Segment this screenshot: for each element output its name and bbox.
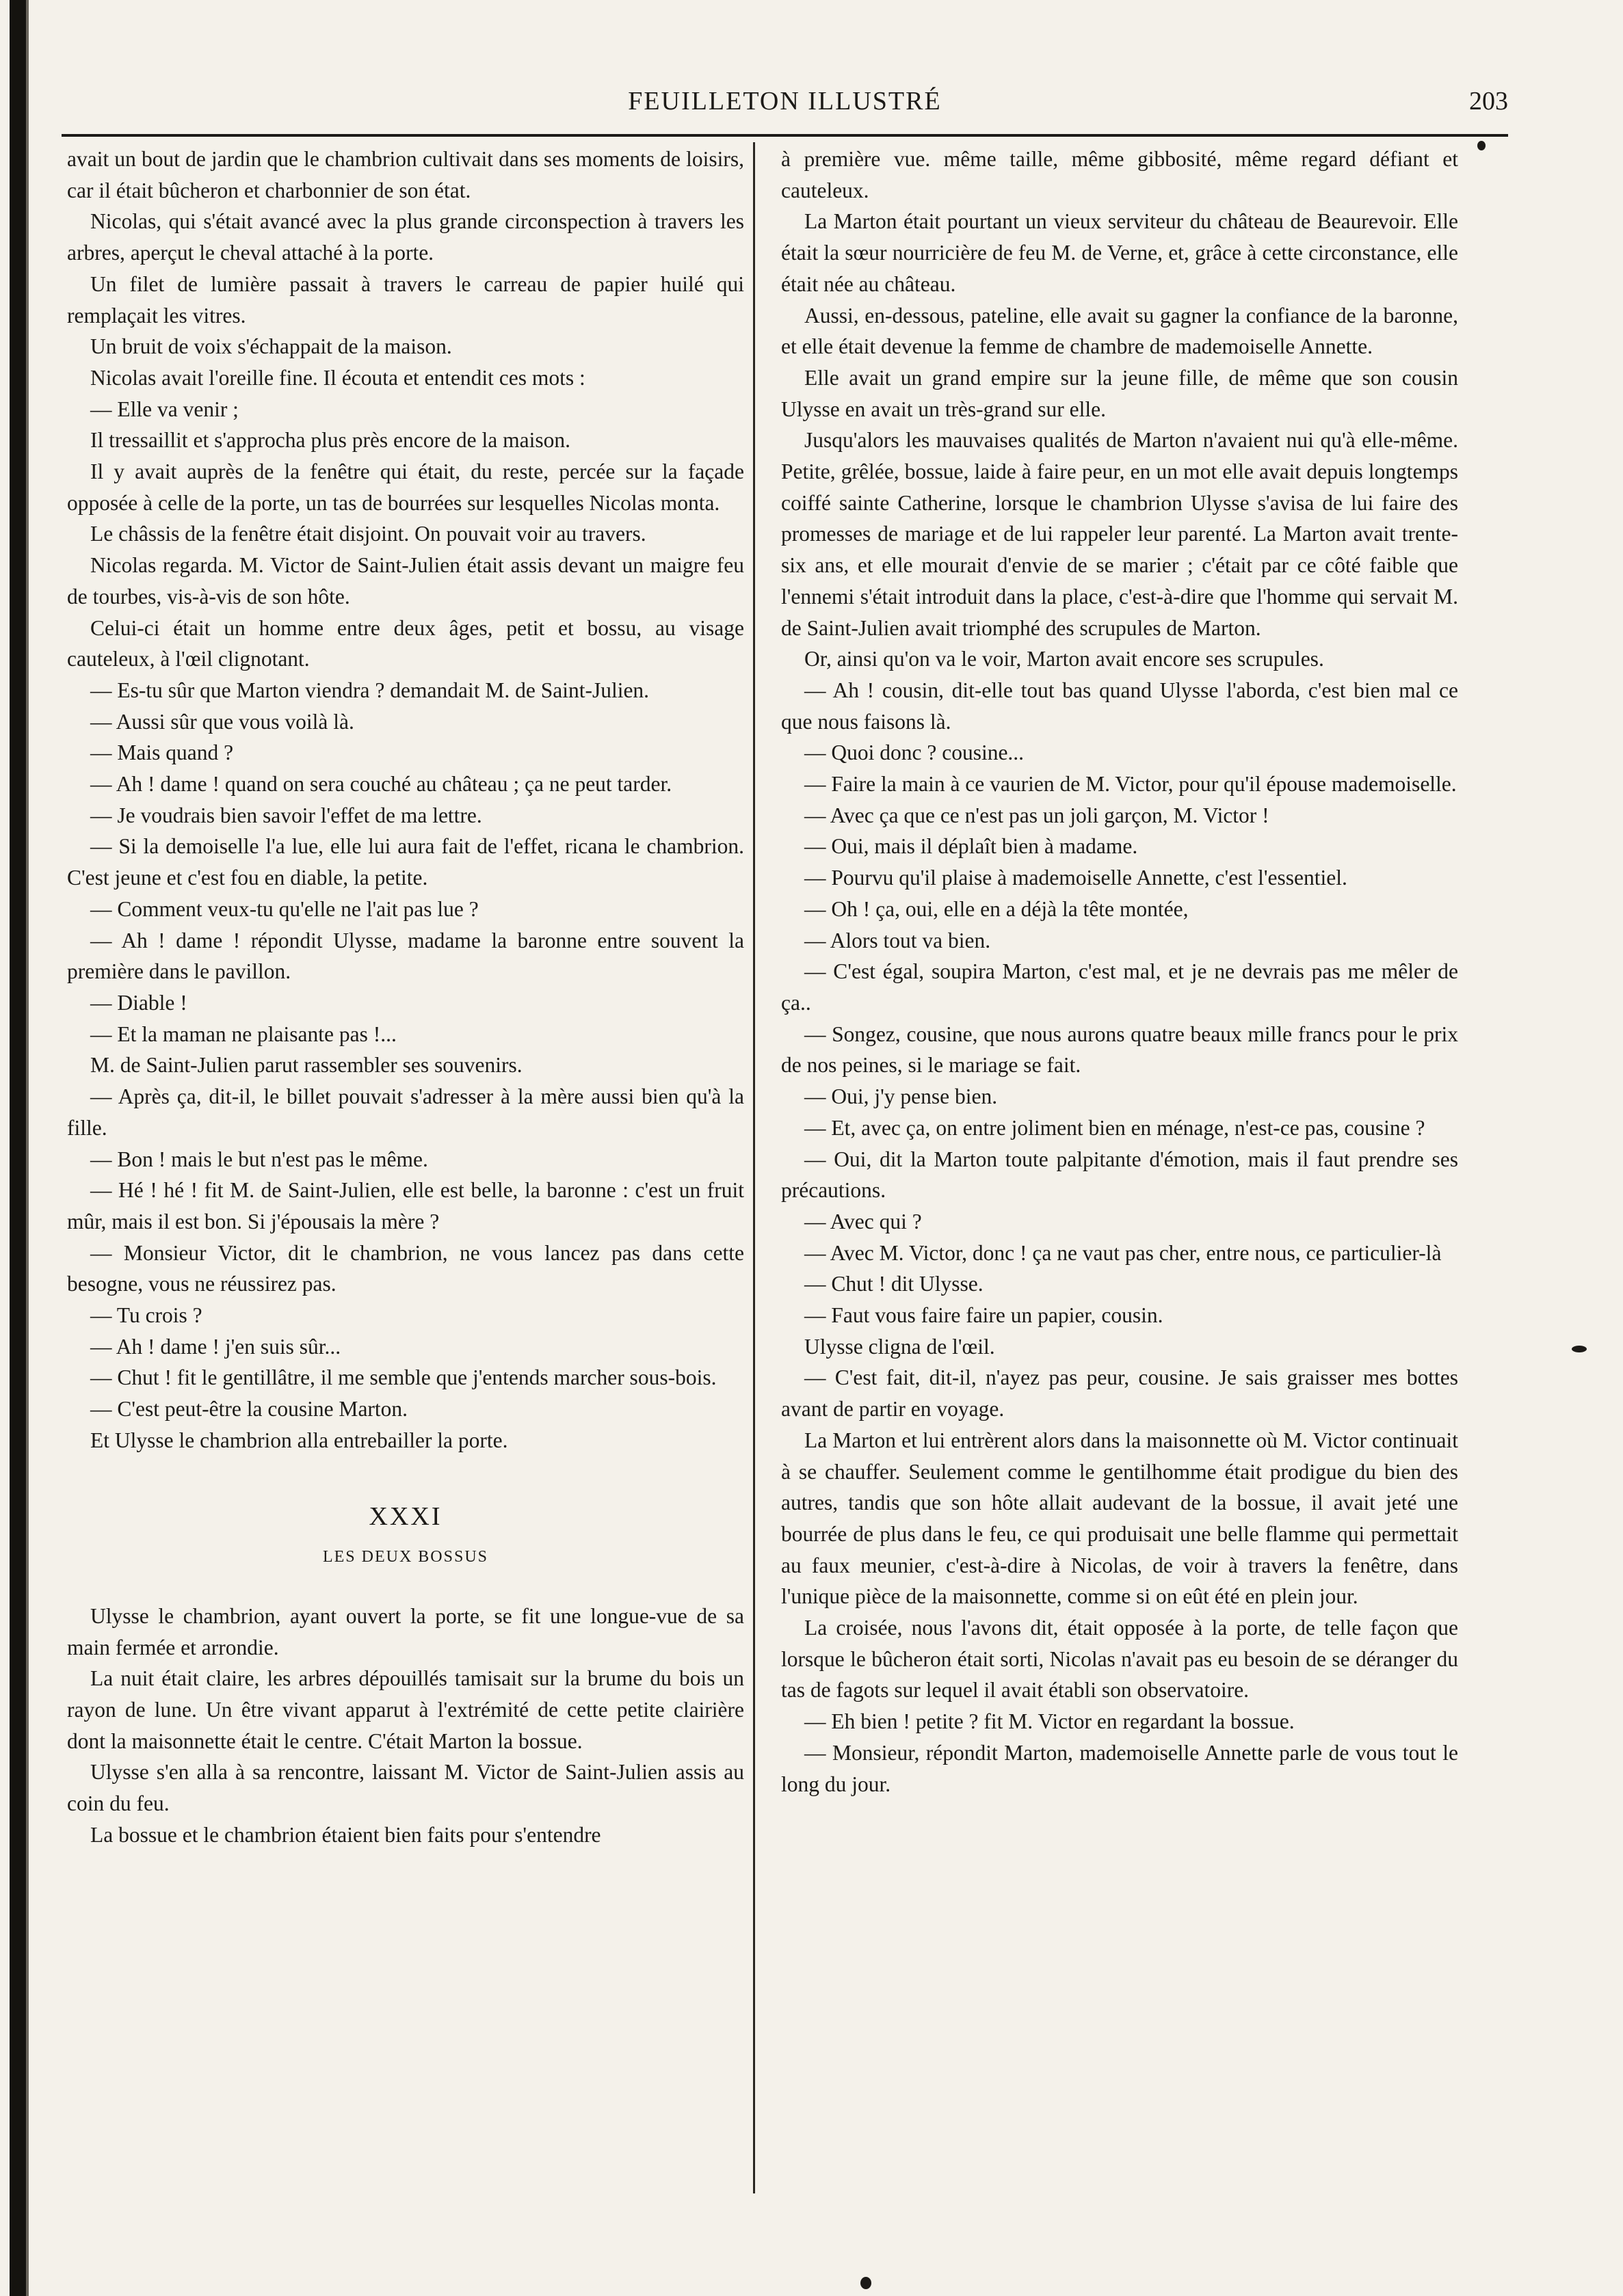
paragraph: — Bon ! mais le but n'est pas le même. xyxy=(90,1147,428,1171)
paragraph: Jusqu'alors les mauvaises qualités de Marton n'avaient nui qu'à elle-même. Petite, grêlée, bossue, laide à faire peur, en un mot elle avait depuis longtemps coiffé sainte Catherine, lorsque le chambrion Ulysse s'avisa de lui faire des promesses de mariage et de lui rappeler leur parenté. La Marton avait trente-six ans, et elle mourait d'envie de se marier ; c'était par ce côté faible que l'ennemi s'était introduit dans la place, c'est-à-dire que l'homme qui servait M. de Saint-Julien avait triomphé des scrupules de Marton. xyxy=(781,428,1458,640)
binding-edge xyxy=(26,0,29,2296)
paragraph: Le châssis de la fenêtre était disjoint. On pouvait voir au travers. xyxy=(90,522,646,546)
paragraph: — Quoi donc ? cousine... xyxy=(804,740,1025,765)
paragraph: — Et, avec ça, on entre joliment bien en ménage, n'est-ce pas, cousine ? xyxy=(804,1115,1425,1140)
paragraph: — Avec qui ? xyxy=(804,1209,922,1233)
paragraph: La bossue et le chambrion étaient bien faits pour s'entendre xyxy=(90,1822,601,1847)
paragraph: — Oui, j'y pense bien. xyxy=(804,1084,998,1109)
paragraph: Il y avait auprès de la fenêtre qui était, du reste, percée sur la façade opposée à celle de la porte, un tas de bourrées sur lesquelles Nicolas monta. xyxy=(67,459,744,515)
paragraph: La nuit était claire, les arbres dépouillés tamisait sur la brume du bois un rayon de lune. Un être vivant apparut à l'extrémité de cette petite clairière dont la maisonnette était le centre. C'était Marton la bossue. xyxy=(67,1666,744,1753)
paragraph: — Hé ! hé ! fit M. de Saint-Julien, elle est belle, la baronne : c'est un fruit mûr, mais il est bon. Si j'épousais la mère ? xyxy=(67,1178,744,1233)
paragraph: — Elle va venir ; xyxy=(90,397,239,421)
ink-speck xyxy=(860,2277,871,2289)
paragraph: Elle avait un grand empire sur la jeune fille, de même que son cousin Ulysse en avait un très-grand sur elle. xyxy=(781,365,1458,421)
paragraph: — Chut ! fit le gentillâtre, il me semble que j'entends marcher sous-bois. xyxy=(90,1365,717,1390)
paragraph: — Si la demoiselle l'a lue, elle lui aura fait de l'effet, ricana le chambrion. C'est jeune et c'est fou en diable, la petite. xyxy=(67,834,744,890)
paragraph: Nicolas, qui s'était avancé avec la plus grande circonspection à travers les arbres, aperçut le cheval attaché à la porte. xyxy=(67,209,744,265)
paragraph: Et Ulysse le chambrion alla entrebailler la porte. xyxy=(90,1428,508,1452)
paragraph: Il tressaillit et s'approcha plus près encore de la maison. xyxy=(90,428,570,453)
binding-spine xyxy=(10,0,26,2296)
paragraph: — Eh bien ! petite ? fit M. Victor en regardant la bossue. xyxy=(804,1709,1295,1734)
paragraph: — Je voudrais bien savoir l'effet de ma lettre. xyxy=(90,803,482,827)
paragraph: — Aussi sûr que vous voilà là. xyxy=(90,709,354,734)
paragraph: Ulysse cligna de l'œil. xyxy=(804,1334,995,1359)
ink-speck xyxy=(1572,1346,1587,1352)
paragraph: — Ah ! cousin, dit-elle tout bas quand Ulysse l'aborda, c'est bien mal ce que nous faisons là. xyxy=(781,678,1458,734)
paragraph: — Ah ! dame ! quand on sera couché au château ; ça ne peut tarder. xyxy=(90,772,672,797)
paragraph: Ulysse le chambrion, ayant ouvert la porte, se fit une longue-vue de sa main fermée et arrondie. xyxy=(67,1603,744,1659)
left-column-body xyxy=(67,144,744,1456)
paragraph: Un bruit de voix s'échappait de la maison. xyxy=(90,334,452,359)
paragraph: — Oui, mais il déplaît bien à madame. xyxy=(804,834,1138,859)
paragraph: — C'est égal, soupira Marton, c'est mal, et je ne devrais pas me mêler de ça.. xyxy=(781,959,1458,1015)
column-rule xyxy=(753,142,755,2193)
paragraph: à première vue. même taille, même gibbosité, même regard défiant et cauteleux. xyxy=(781,147,1458,202)
paragraph: Nicolas regarda. M. Victor de Saint-Julien était assis devant un maigre feu de tourbes, vis-à-vis de son hôte. xyxy=(67,553,744,609)
paragraph: Un filet de lumière passait à travers le carreau de papier huilé qui remplaçait les vitres. xyxy=(67,271,744,328)
paragraph: — Faut vous faire faire un papier, cousin. xyxy=(804,1303,1163,1328)
paragraph: — Alors tout va bien. xyxy=(804,928,991,952)
paragraph: — Avec ça que ce n'est pas un joli garçon, M. Victor ! xyxy=(804,803,1269,827)
paragraph: — Après ça, dit-il, le billet pouvait s'adresser à la mère aussi bien qu'à la fille. xyxy=(67,1084,744,1140)
ink-speck xyxy=(1477,141,1486,150)
paragraph: — Ah ! dame ! j'en suis sûr... xyxy=(90,1334,341,1359)
paragraph: Ulysse s'en alla à sa rencontre, laissant M. Victor de Saint-Julien assis au coin du feu. xyxy=(67,1760,744,1816)
paragraph: — Oh ! ça, oui, elle en a déjà la tête montée, xyxy=(804,896,1189,921)
paragraph: — Es-tu sûr que Marton viendra ? demandait M. de Saint-Julien. xyxy=(90,678,650,702)
paragraph: — C'est fait, dit-il, n'ayez pas peur, cousine. Je sais graisser mes bottes avant de partir en voyage. xyxy=(781,1365,1458,1421)
paragraph: — Songez, cousine, que nous aurons quatre beaux mille francs pour le prix de nos peines, si le mariage se fait. xyxy=(781,1022,1458,1078)
paragraph: La Marton et lui entrèrent alors dans la maisonnette où M. Victor continuait à se chauffer. Seulement comme le gentilhomme était prodigue du bien des autres, tandis que son hôte allait audevant de la bossue, il avait jeté une bourrée de plus dans le feu, ce qui produisait une belle flamme qui permettait au faux meunier, c'est-à-dire à Nicolas, de voir à travers la fenêtre, dans l'unique pièce de la maisonnette, comme si on eût été en plein jour. xyxy=(781,1428,1458,1609)
paragraph: — Monsieur, répondit Marton, mademoiselle Annette parle de vous tout le long du jour. xyxy=(781,1740,1458,1796)
paragraph: Or, ainsi qu'on va le voir, Marton avait encore ses scrupules. xyxy=(804,647,1324,671)
right-column xyxy=(781,144,1458,1800)
paragraph: — Mais quand ? xyxy=(90,740,234,765)
running-title: FEUILLETON ILLUSTRÉ xyxy=(628,87,942,116)
page-number: 203 xyxy=(1469,87,1508,116)
paragraph: — Monsieur Victor, dit le chambrion, ne vous lancez pas dans cette besogne, vous ne réussirez pas. xyxy=(67,1240,744,1296)
paragraph: Celui-ci était un homme entre deux âges, petit et bossu, au visage cauteleux, à l'œil clignotant. xyxy=(67,615,744,671)
page-header xyxy=(62,81,1508,135)
chapter-body xyxy=(67,1601,744,1851)
paragraph: — Et la maman ne plaisante pas !... xyxy=(90,1022,397,1046)
paragraph: — Chut ! dit Ulysse. xyxy=(804,1272,984,1296)
paragraph: — Comment veux-tu qu'elle ne l'ait pas lue ? xyxy=(90,896,479,921)
paragraph: — Avec M. Victor, donc ! ça ne vaut pas cher, entre nous, ce particulier-là xyxy=(804,1240,1442,1265)
chapter-number: XXXI xyxy=(369,1501,443,1531)
left-column xyxy=(67,144,744,1851)
chapter-title: LES DEUX BOSSUS xyxy=(322,1548,489,1566)
paragraph: — Ah ! dame ! répondit Ulysse, madame la baronne entre souvent la première dans le pavillon. xyxy=(67,928,744,984)
paragraph: La Marton était pourtant un vieux serviteur du château de Beaurevoir. Elle était la sœur nourricière de feu M. de Verne, et, grâce à cette circonstance, elle était née au château. xyxy=(781,209,1458,296)
paragraph: La croisée, nous l'avons dit, était opposée à la porte, de telle façon que lorsque le bûcheron était sorti, Nicolas n'avait pas eu besoin de se déranger du tas de fagots sur lequel il avait établi son observatoire. xyxy=(781,1616,1458,1703)
header-rule xyxy=(62,134,1508,137)
right-column-body xyxy=(781,144,1458,1800)
paragraph: M. de Saint-Julien parut rassembler ses souvenirs. xyxy=(90,1053,523,1078)
paragraph: Nicolas avait l'oreille fine. Il écouta et entendit ces mots : xyxy=(90,365,585,390)
paragraph: — Oui, dit la Marton toute palpitante d'émotion, mais il faut prendre ses précautions. xyxy=(781,1147,1458,1203)
paragraph: — C'est peut-être la cousine Marton. xyxy=(90,1397,408,1421)
paragraph: — Tu crois ? xyxy=(90,1303,202,1328)
paragraph: — Pourvu qu'il plaise à mademoiselle Annette, c'est l'essentiel. xyxy=(804,866,1347,890)
paragraph: — Diable ! xyxy=(90,990,187,1015)
paragraph: Aussi, en-dessous, pateline, elle avait su gagner la confiance de la baronne, et elle était devenue la femme de chambre de mademoiselle Annette. xyxy=(781,303,1458,359)
paragraph: avait un bout de jardin que le chambrion cultivait dans ses moments de loisirs, car il était bûcheron et charbonnier de son état. xyxy=(67,147,744,202)
paragraph: — Faire la main à ce vaurien de M. Victor, pour qu'il épouse mademoiselle. xyxy=(804,772,1457,797)
